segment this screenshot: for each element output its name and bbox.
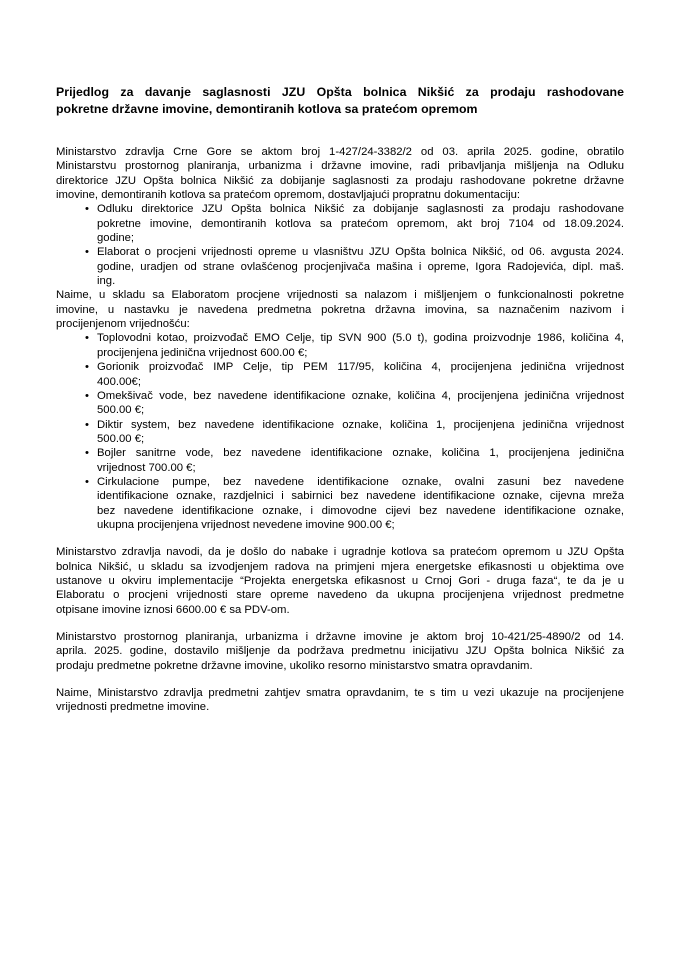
page-title-line: Prijedlog za davanje saglasnosti JZU Opšta bolnica Nikšić za prodaju rashodovane [56,85,624,99]
text-line: aprila. 2025. godine, dostavilo mišljenje da podržava predmetnu inicijativu JZU Opšta bolnica Nikšić za [56,645,624,658]
text-line: ustanove u okviru implementacije “Projekta energetska efikasnost u Crnoj Gori - druga faza“, te da je u [56,574,624,587]
text-line: Ministarstvo zdravlja navodi, da je došlo do nabake i ugradnje kotlova sa pratećom opremom u JZU Opšta [56,546,624,559]
page-title [56,84,624,117]
text-line: vrijednosti predmetne imovine. [56,701,210,714]
text-line: imovine, demontiranih kotlova sa pratećom opremom, dostavljajući propratnu dokumentaciju: [56,189,521,202]
text-line: procijenjenom vrijednošću: [56,318,190,331]
paragraph-spacer [56,617,624,630]
text-line: • Omekšivač vode, bez navedene identifikacione oznake, količina 4, procijenjena jedinična vrijednost [97,389,624,402]
text-line: • Toplovodni kotao, proizvođač EMO Celje, tip SVN 900 (5.0 t), godina proizvodnje 1986, količina 4, [97,332,624,345]
list-item [56,446,624,475]
text-line: • Diktir system, bez navedene identifikacione oznake, količina 1, procijenjena jedinična vrijednost [97,418,624,431]
text-line: • Odluku direktorice JZU Opšta bolnica Nikšić za dobijanje saglasnosti za prodaju rashodovane [97,203,624,216]
text-line: Ministarstvo zdravlja Crne Gore se aktom broj 1-427/24-3382/2 od 03. aprila 2025. godine, obratilo [56,146,624,158]
list-item [56,360,624,389]
text-line: vrijednost 700.00 €; [97,461,196,474]
list-item [56,389,624,418]
list-item [56,331,624,360]
document-content [56,84,624,715]
text-line: godine; [97,232,135,245]
text-line: pokretne imovine, demontiranih kotlova sa pratećom opremom, akt broj 7104 od 18.09.2024. [97,217,624,230]
paragraph-ministarstvo-zdravlja-navodi [56,545,624,617]
list-item [56,245,624,288]
paragraph-spacer [56,673,624,686]
paragraph-zakljucak [56,686,624,715]
text-line: Elaboratu o procjeni vrijednosti stare opreme navedeno da ukupna procijenjena vrijednost predmetne [56,589,624,602]
text-line: prodaju predmetne pokretne državne imovine, ukoliko resorno ministarstvo smatra opravdanim. [56,659,533,672]
text-line: • Elaborat o procjeni vrijednosti opreme u vlasništvu JZU Opšta bolnica Nikšić, od 06. avgusta 2024. [97,246,624,259]
list-item [56,418,624,447]
text-line: procijenjena jedinična vrijednost 600.00 €; [97,346,308,359]
text-line: Naime, u skladu sa Elaboratom procjene vrijednosti sa nalazom i mišljenjem o funkcionalnosti pokretne [56,289,624,302]
text-line: identifikacione oznake, razdjelnici i sabirnici bez navedene identifikacione oznake, cijevna mreža [97,490,624,503]
text-line: • Gorionik proizvođač IMP Celje, tip PEM 117/95, količina 4, procijenjena jedinična vrijednost [97,361,624,374]
text-line: Ministarstvu prostornog planiranja, urbanizma i državne imovine, radi pribavljanja mišljenja na Odluku [56,160,624,173]
paragraph-naime-elaborat [56,288,624,331]
text-line: ukupna procijenjena vrijednost nevedene imovine 900.00 €; [97,518,395,531]
text-line: 400.00€; [97,375,141,388]
text-line: 500.00 €; [97,404,145,417]
text-line: otpisane imovine iznosi 6600.00 € sa PDV-om. [56,603,290,616]
title-spacer [56,117,624,145]
documentation-list [56,202,624,288]
text-line: bez navedene identifikacione oznake, i dimovodne cijevi bez navedene identifikacione oznake, [97,504,624,517]
paragraph-ministarstvo-prostornog-planiranja [56,630,624,673]
text-line: Naime, Ministarstvo zdravlja predmetni zahtjev smatra opravdanim, te s tim u vezi ukazuje na procijenjene [56,687,624,700]
text-line: imovine, u nastavku je navedena predmetna pokretna državna imovina, sa naznačenim nazivom i [56,303,624,316]
paragraph-intro [56,145,624,202]
text-line: • Cirkulacione pumpe, bez navedene identifikacione oznake, ovalni zasuni bez navedene [97,475,624,488]
paragraph-spacer [56,532,624,545]
text-line: • Bojler sanitrne vode, bez navedene identifikacione oznake, količina 1, procijenjena jedinična [97,447,624,460]
page-title-line: pokretne državne imovine, demontiranih kotlova sa pratećom opremom [56,101,478,116]
text-line: ing. [97,275,116,288]
text-line: direktorice JZU Opšta bolnica Nikšić za dobijanje saglasnosti za prodaju rashodovane pokretne državne [56,174,624,187]
text-line: godine, uradjen od strane ovlašćenog procjenjivača mašina i opreme, Igora Radojevića, dipl. maš. [97,260,624,273]
equipment-list [56,331,624,532]
text-line: Ministarstvo prostornog planiranja, urbanizma i državne imovine je aktom broj 10-421/25-4890/2 od 14. [56,631,624,643]
text-line: 500.00 €; [97,432,145,445]
list-item [56,202,624,245]
list-item [56,475,624,532]
text-line: bolnica Nikšić, u skladu sa izvodjenjem radova na primjeni mjera energetske efikasnosti u objektima ove [56,560,624,573]
